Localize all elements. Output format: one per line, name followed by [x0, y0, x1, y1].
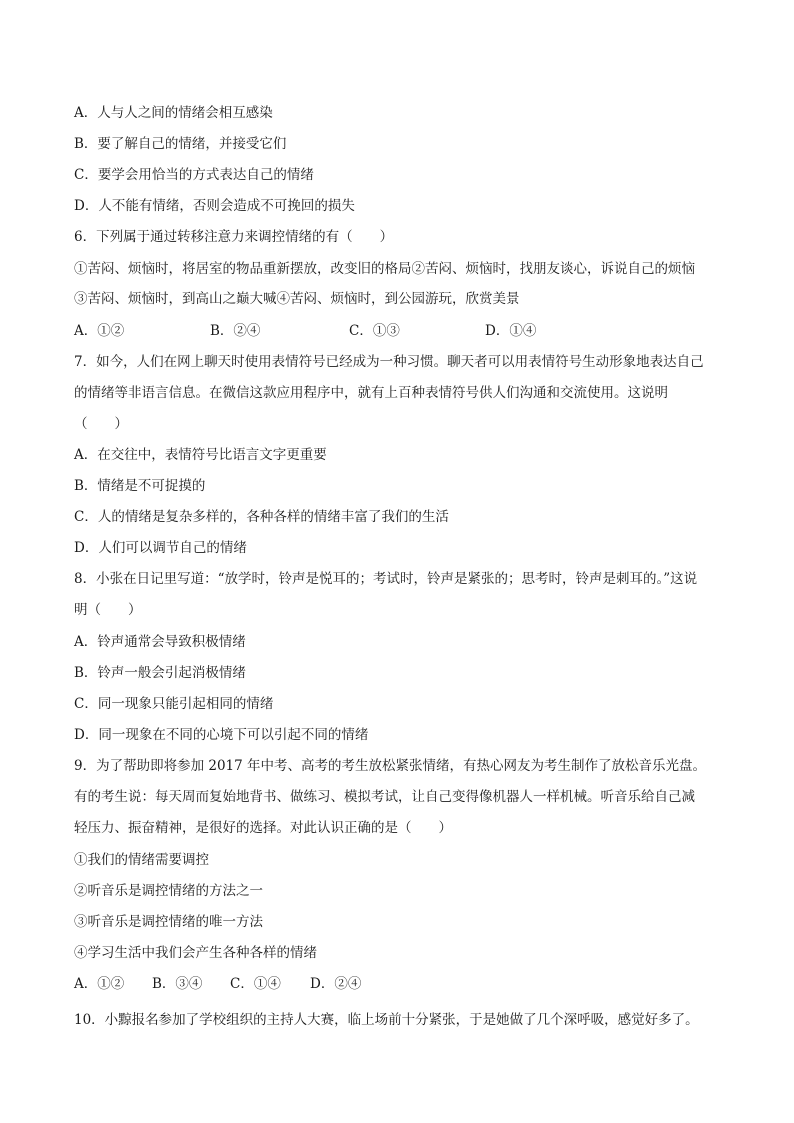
q9-option-b: B．③④: [152, 976, 203, 992]
q7-option-a: A．在交往中，表情符号比语言文字更重要: [74, 447, 327, 463]
q8-option-c: C．同一现象只能引起相同的情绪: [74, 696, 274, 712]
q6-items-line1: ①苦闷、烦恼时，将居室的物品重新摆放，改变旧的格局②苦闷、烦恼时，找朋友谈心，诉说自己的烦恼: [74, 261, 695, 277]
q5-option-d: D．人不能有情绪，否则会造成不可挽回的损失: [74, 198, 355, 214]
q7-option-b: B．情绪是不可捉摸的: [74, 478, 206, 494]
q9-stem-line3: 轻压力、振奋精神，是很好的选择。对此认识正确的是（ ）: [74, 820, 452, 836]
q6-items-line2: ③苦闷、烦恼时，到高山之巅大喊④苦闷、烦恼时，到公园游玩，欣赏美景: [74, 291, 520, 307]
q6-option-c: C．①③: [349, 323, 400, 339]
q9-item-1: ①我们的情绪需要调控: [74, 852, 209, 868]
q9-option-c: C．①④: [230, 976, 281, 992]
q9-item-3: ③听音乐是调控情绪的唯一方法: [74, 914, 263, 930]
q5-option-a: A．人与人之间的情绪会相互感染: [74, 105, 273, 121]
q7-option-c: C．人的情绪是复杂多样的，各种各样的情绪丰富了我们的生活: [74, 509, 449, 525]
q8-stem-line1: 8．小张在日记里写道：“放学时，铃声是悦耳的；考试时，铃声是紧张的；思考时，铃声是刺耳的。”这说: [74, 571, 698, 587]
q8-stem-line2: 明（ ）: [74, 602, 142, 618]
q9-item-2: ②听音乐是调控情绪的方法之一: [74, 883, 263, 899]
q5-option-c: C．要学会用恰当的方式表达自己的情绪: [74, 167, 314, 183]
q9-option-a: A．①②: [74, 976, 125, 992]
q9-stem-line2: 有的考生说：每天周而复始地背书、做练习、模拟考试，让自己变得像机器人一样机械。听音乐给自己减: [74, 789, 695, 805]
q9-stem-line1: 9．为了帮助即将参加 2017 年中考、高考的考生放松紧张情绪，有热心网友为考生制作了放松音乐光盘。: [74, 758, 707, 774]
q9-item-4: ④学习生活中我们会产生各种各样的情绪: [74, 945, 317, 961]
q6-option-b: B．②④: [210, 323, 261, 339]
q6-option-d: D．①④: [485, 323, 537, 339]
q7-stem-line1: 7．如今，人们在网上聊天时使用表情符号已经成为一种习惯。聊天者可以用表情符号生动形象地表达自己: [74, 354, 704, 370]
q8-option-a: A．铃声通常会导致积极情绪: [74, 634, 246, 650]
q6-option-a: A．①②: [74, 323, 125, 339]
q6-stem: 6．下列属于通过转移注意力来调控情绪的有（ ）: [74, 229, 394, 245]
q5-option-b: B．要了解自己的情绪，并接受它们: [74, 136, 287, 152]
q7-stem-line2: 的情绪等非语言信息。在微信这款应用程序中，就有上百种表情符号供人们沟通和交流使用。这说明: [74, 385, 668, 401]
q8-option-d: D．同一现象在不同的心境下可以引起不同的情绪: [74, 727, 369, 743]
q7-stem-line3: （ ）: [74, 416, 128, 432]
q10-stem-line1: 10．小黥报名参加了学校组织的主持人大赛，临上场前十分紧张，于是她做了几个深呼吸，感觉好多了。: [74, 1012, 699, 1028]
q7-option-d: D．人们可以调节自己的情绪: [74, 540, 247, 556]
q9-option-d: D．②④: [310, 976, 362, 992]
q8-option-b: B．铃声一般会引起消极情绪: [74, 665, 246, 681]
